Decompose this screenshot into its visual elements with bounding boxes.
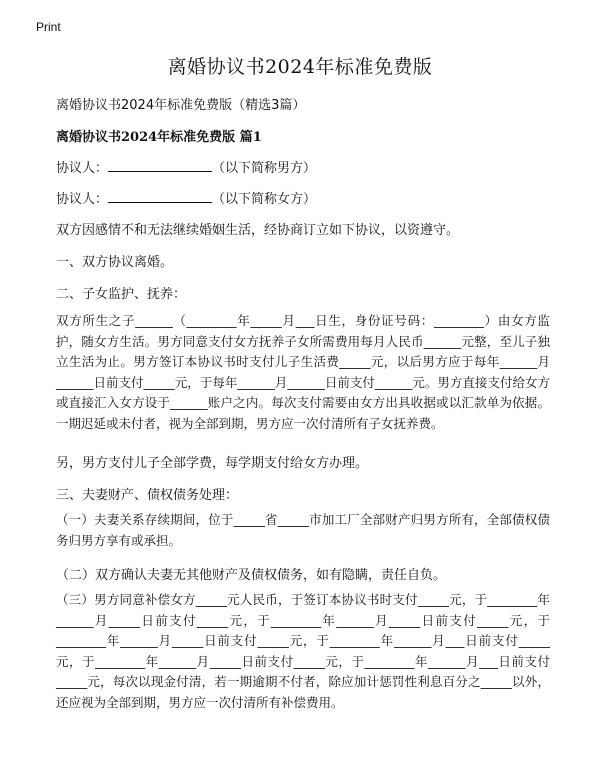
name-blank <box>108 188 212 203</box>
property-clause-2: （二）双方确认夫妻无其他财产及债权债务，如有隐瞒，责任自负。 <box>56 568 447 583</box>
document-subtitle: 离婚协议书2024年标准免费版（精选3篇） <box>56 98 306 113</box>
tuition-paragraph: 另，男方支付儿子全部学费，每学期支付给女方办理。 <box>56 456 369 471</box>
clause-3-heading: 三、夫妻财产、债权债务处理： <box>56 488 239 503</box>
party-suffix: （以下简称男方） <box>212 161 317 176</box>
print-link[interactable]: Print <box>36 20 61 34</box>
child-support-paragraph: 双方所生之子______（________年_____月___日生，身份证号码：________）由女方监护，随女方生活。男方同意支付女方抚养子女所需费用每月人民币______元整，至儿子独立生活为止。男方签订本协议书时支付儿子生活费_____元，以后男方应于每年______月______日前支付_____元，于每年______月______日前支付______元。男方直接支付给女方或直接汇入女方设于______账户之内。每次支付需要由女方出具收据或以汇款单为依据。一期迟延或未付者，视为全部到期，男方应一次付清所有子女抚养费。 <box>56 313 550 431</box>
clause-1: 一、双方协议离婚。 <box>56 255 174 270</box>
section-heading: 离婚协议书2024年标准免费版 篇1 <box>56 130 262 145</box>
property-clause-3: （三）男方同意补偿女方_____元人民币，于签订本协议书时支付_____元，于________年______月_____日前支付_____元，于________年______月_____日前支付_____元，于________年______月_____日前支付_____元，于________年______月___日前支付_____元，于________年______月_____日前支付_____元，于________年______月___日前支付_____元，每次以现金付清，若一期逾期不付者，除应加计惩罚性利息百分之_____以外，还应视为全部到期，男方应一次付清所有补偿费用。 <box>56 592 550 710</box>
party-label: 协议人： <box>56 192 109 207</box>
party-label: 协议人： <box>56 161 109 176</box>
document-title: 离婚协议书2024年标准免费版 <box>167 56 433 78</box>
intro-paragraph: 双方因感情不和无法继续婚姻生活，经协商订立如下协议，以资遵守。 <box>56 223 460 238</box>
party-male-line <box>56 157 316 176</box>
name-blank <box>108 157 212 172</box>
party-suffix: （以下简称女方） <box>212 192 317 207</box>
clause-2-heading: 二、子女监护、抚养： <box>56 287 187 302</box>
party-female-line <box>56 188 316 207</box>
property-clause-1: （一）夫妻关系存续期间，位于_____省_____市加工厂全部财产归男方所有，全部债权债务归男方享有或承担。 <box>56 512 550 548</box>
